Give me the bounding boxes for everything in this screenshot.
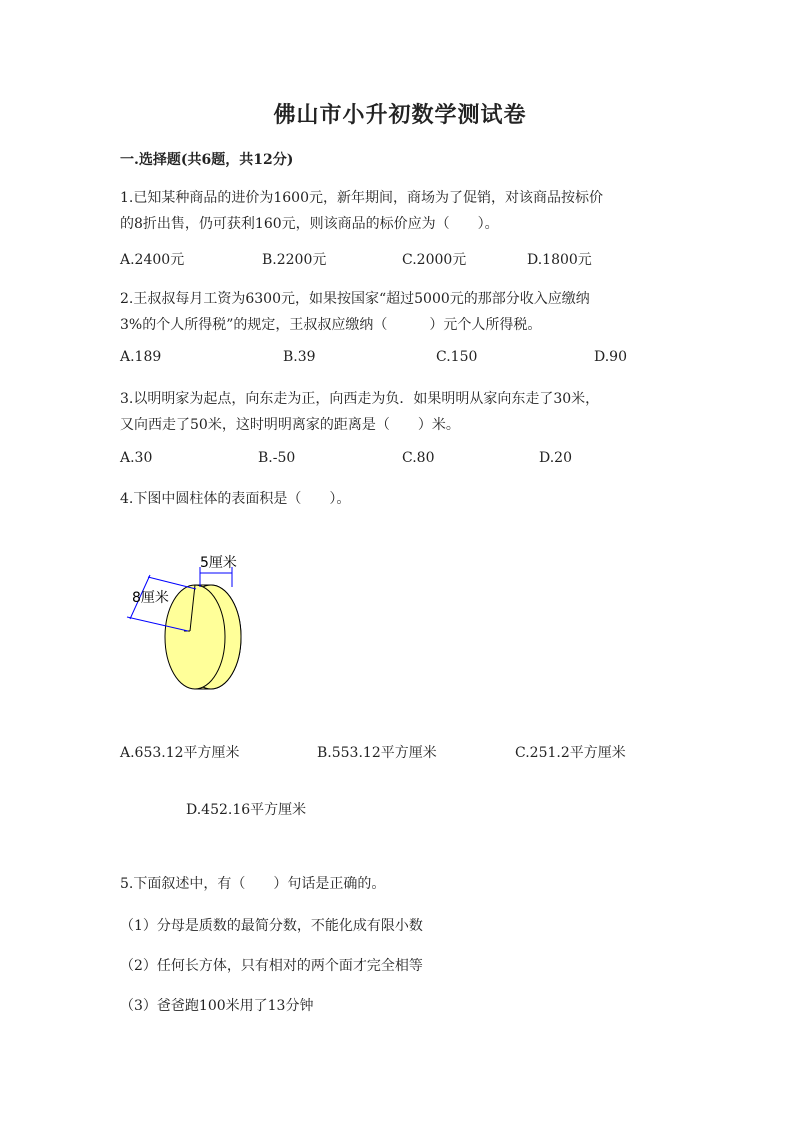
question-5-line-1: 5.下面叙述中，有（ ）句话是正确的。 [120, 876, 386, 892]
question-2-text [120, 286, 680, 338]
question-3-option-d: D.20 [539, 450, 572, 466]
question-2-line-2: 3%的个人所得税”的规定，王叔叔应缴纳（ ）元个人所得税。 [120, 317, 542, 333]
question-4-option-b: B.553.12平方厘米 [317, 745, 437, 761]
question-3-option-b: B.-50 [258, 450, 296, 466]
cylinder-front-face [165, 585, 225, 689]
question-3-option-a: A.30 [120, 450, 153, 466]
question-2-option-d: D.90 [594, 349, 627, 365]
question-3-line-1: 3.以明明家为起点，向东走为正，向西走为负．如果明明从家向东走了30米， [120, 391, 600, 407]
question-5-statement-3: （3）爸爸跑100米用了13分钟 [120, 998, 314, 1014]
question-2-line-1: 2.王叔叔每月工资为6300元，如果按国家“超过5000元的那部分收入应缴纳 [120, 291, 590, 307]
question-4-option-a: A.653.12平方厘米 [120, 745, 240, 761]
question-4-option-d: D.452.16平方厘米 [186, 802, 307, 818]
question-1-option-b: B.2200元 [262, 252, 327, 268]
question-1-option-d: D.1800元 [527, 252, 592, 268]
question-5-text [120, 871, 680, 897]
question-1-option-a: A.2400元 [120, 252, 185, 268]
question-2-option-a: A.189 [120, 349, 162, 365]
height-label: 5厘米 [200, 555, 237, 571]
cylinder-figure [120, 545, 260, 705]
question-4-text [120, 486, 680, 512]
question-1-option-c: C.2000元 [402, 252, 467, 268]
question-4-option-c: C.251.2平方厘米 [515, 745, 626, 761]
cylinder-svg [120, 545, 260, 705]
section-heading: 一.选择题(共6题，共12分) [120, 152, 294, 168]
question-3-text [120, 386, 680, 438]
radius-label: 8厘米 [132, 590, 169, 606]
question-5-statement-2: （2）任何长方体，只有相对的两个面才完全相等 [120, 958, 423, 974]
question-2-option-b: B.39 [283, 349, 316, 365]
question-1-line-1: 1.已知某种商品的进价为1600元，新年期间，商场为了促销，对该商品按标价 [120, 190, 603, 206]
question-2-option-c: C.150 [436, 349, 478, 365]
question-4-line-1: 4.下图中圆柱体的表面积是（ ）。 [120, 491, 351, 507]
question-3-line-2: 又向西走了50米，这时明明离家的距离是（ ）米。 [120, 417, 460, 433]
question-1-line-2: 的8折出售，仍可获利160元，则该商品的标价应为（ ）。 [120, 216, 499, 232]
question-5-statement-1: （1）分母是质数的最简分数，不能化成有限小数 [120, 918, 423, 934]
question-3-option-c: C.80 [402, 450, 435, 466]
page-title: 佛山市小升初数学测试卷 [273, 102, 527, 128]
question-1-text [120, 185, 680, 237]
